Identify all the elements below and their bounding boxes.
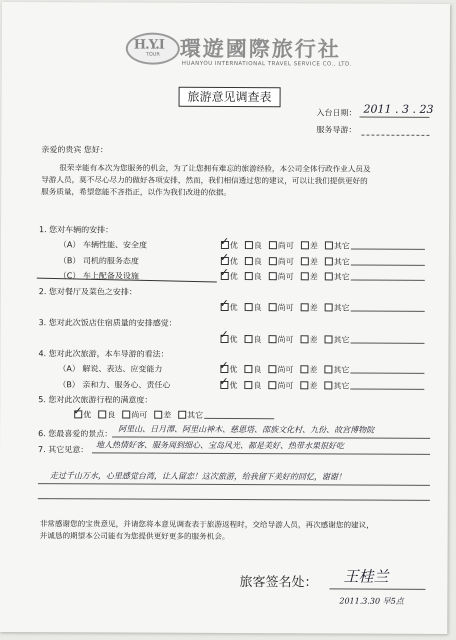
rating-option-label: 差 [163,410,172,420]
rating-option-label: 尚可 [277,241,294,251]
q4a-other-line [350,373,424,374]
company-logo [126,33,180,65]
rating-checkbox[interactable] [269,272,277,280]
q7-answer-1: 地人热情好客、服务周到细心、宝岛风光、都是美好、热带水果很好吃 [96,440,345,451]
rating-checkbox[interactable] [245,303,253,311]
question-3-label: 3. 您对此次饭店住宿质量的安排感觉： [38,318,177,328]
rating-checkbox[interactable] [301,335,309,343]
rating-checkbox[interactable] [325,335,333,343]
rating-option-label: 优 [229,240,238,251]
q1a-label: （A） 车辆性能、安全度 [58,240,147,250]
rating-option-label: 其它 [333,272,350,282]
survey-form-paper [0,2,450,634]
check-mark-q3: ✓ [219,327,229,341]
q2-rating [219,302,355,314]
rating-option-label: 差 [309,335,318,345]
rating-option-label: 其它 [187,410,204,420]
rating-option-label: 良 [253,257,262,267]
q4a-label: （A） 解说、表达、应变能力 [58,364,163,374]
rating-option-label: 其它 [333,365,350,375]
rating-checkbox[interactable] [300,381,308,389]
rating-option-label: 优 [229,271,238,282]
check-mark-q1a: ✓ [219,234,230,248]
q5-other-line [204,418,274,419]
q3-other-line [351,343,425,344]
rating-checkbox[interactable] [324,365,332,373]
q4a-rating [218,364,354,376]
rating-checkbox[interactable] [325,303,333,311]
intro-line-3: 服务质量，希望您能不吝指正，以作为我们改进的依据。 [41,187,232,198]
q7-underline-3 [38,498,430,501]
rating-option-label: 优 [229,334,238,345]
intro-line-1: 很荣幸能有本次为您服务的机会，为了让您拥有难忘的旅游经验，本公司全体行政作业人员及 [59,163,371,174]
rating-option-label: 良 [253,241,262,251]
rating-checkbox[interactable] [301,272,309,280]
question-2-label: 2. 您对餐厅及菜色之安排： [38,287,137,297]
rating-option-label: 良 [253,335,262,345]
rating-checkbox[interactable] [325,257,333,265]
rating-checkbox[interactable] [178,411,186,419]
check-mark-q5: ✓ [73,404,83,418]
rating-option-label: 良 [253,365,262,375]
q2-other-line [351,311,425,312]
rating-checkbox[interactable] [122,411,130,419]
q4b-other-line [350,389,424,390]
q7-underline-1 [92,452,430,454]
rating-option-label: 良 [253,303,262,313]
check-mark-q4a: ✓ [219,358,229,372]
rating-checkbox[interactable] [244,381,252,389]
signature-label: 旅客签名处： [239,575,318,591]
rating-option-label: 尚可 [277,381,294,391]
logo-sub: TOUR [145,51,160,58]
rating-option-label: 其它 [333,381,350,391]
rating-option-label: 尚可 [131,410,148,420]
rating-option-label: 优 [83,410,92,420]
rating-option-label: 差 [309,381,318,391]
logo-mark: H.Y.I [133,37,164,53]
rating-option-label: 差 [309,272,318,282]
q3-rating [219,334,355,346]
closing-line-1: 非常感谢您的宝贵意见，并请您将本意见调查表于旅游返程时，交给导游人员，再次感谢您的建议， [39,519,374,530]
signature-underline [329,588,425,589]
guide-underline [361,135,429,136]
intro-line-2: 导游人员，莫不尽心尽力的做好各项安排，然而，我们相信透过您的建议，可以让我们提供更好的 [41,175,368,186]
rating-checkbox[interactable] [269,335,277,343]
q4b-label: （B） 亲和力、服务心、责任心 [58,380,171,390]
rating-option-label: 差 [309,365,318,375]
rating-option-label: 优 [229,302,238,313]
date-underline [359,117,429,118]
date-value: 2011 . 3 . 23 [363,102,434,116]
rating-checkbox[interactable] [269,257,277,265]
rating-checkbox[interactable] [325,272,333,280]
check-mark-q1c: ✓ [219,265,230,279]
q4b-rating [218,380,354,392]
rating-option-label: 尚可 [277,335,294,345]
rating-option-label: 良 [253,272,262,282]
rating-option-label: 良 [107,410,116,420]
closing-line-2: 并诚恳的期望本公司能有为您提供更好更多的服务机会。 [39,531,230,541]
check-mark-q1b: ✓ [219,250,230,264]
rating-checkbox[interactable] [268,381,276,389]
signature: 王桂兰 [343,567,389,586]
rating-checkbox[interactable] [245,272,253,280]
rating-checkbox[interactable] [301,241,309,249]
rating-option-label: 优 [229,364,238,375]
rating-option-label: 尚可 [277,257,294,267]
q1b-label: （B） 司机的服务态度 [58,256,139,266]
rating-option-label: 差 [309,303,318,313]
q5-rating [72,409,208,421]
rating-checkbox[interactable] [325,241,333,249]
greeting: 亲爱的贵宾 您好： [41,145,108,155]
rating-option-label: 其它 [333,303,350,313]
check-mark-q4b: ✓ [219,374,229,388]
sign-date: 2011.3.30 早5点 [339,596,404,606]
rating-option-label: 其它 [333,241,350,251]
rating-option-label: 尚可 [277,272,294,282]
question-7-label: 7. 其它见意： [38,445,89,455]
q7-answer-2: 走过千山万水，心里感觉台湾，让人留恋！这次旅游，给我留下美好的回忆，谢谢！ [49,471,346,482]
rating-checkbox[interactable] [269,303,277,311]
guide-label: 服务导游： [316,125,357,135]
q7-underline-2 [38,483,430,486]
company-name-en: HUANYOU INTERNATIONAL TRAVEL SERVICE CO., LTD. [181,60,352,68]
rating-checkbox[interactable] [300,365,308,373]
q1c-rating [219,271,355,283]
rating-checkbox[interactable] [269,241,277,249]
q1c-other-line [351,280,425,281]
rating-checkbox[interactable] [154,411,162,419]
rating-option-label: 优 [229,380,238,391]
question-1-label: 1. 您对车辆的安排： [38,225,114,235]
rating-checkbox[interactable] [245,335,253,343]
rating-checkbox[interactable] [268,365,276,373]
rating-checkbox[interactable] [98,410,106,418]
q6-answer: 阿里山、日月潭、阿里山神木、慈恩塔、邵族文化村、九份、故宫博物院 [118,424,375,435]
question-4-label: 4. 您对此次旅游，本车导游的看法： [38,349,169,359]
rating-checkbox[interactable] [245,257,253,265]
q1b-rating [219,256,355,268]
rating-option-label: 优 [229,256,238,267]
question-6-label: 6. 您最喜爱的景点： [38,429,113,439]
check-mark-q2: ✓ [219,296,229,310]
rating-checkbox[interactable] [245,241,253,249]
date-label: 入台日期： [316,108,357,118]
question-5-label: 5. 您对此次旅游行程的满意度： [38,395,153,405]
rating-option-label: 其它 [333,335,350,345]
q1a-other-line [351,249,425,250]
rating-option-label: 尚可 [277,365,294,375]
rating-option-label: 差 [309,241,318,251]
company-name: 環遊國際旅行社 [179,36,341,62]
rating-checkbox[interactable] [244,365,252,373]
form-title: 旅游意见调查表 [179,87,281,107]
rating-option-label: 尚可 [277,303,294,313]
rating-checkbox[interactable] [301,257,309,265]
q6-underline [112,436,430,438]
rating-checkbox[interactable] [301,303,309,311]
q1c-label: （C） 车上配备及设施 [58,271,139,281]
q1a-rating [219,240,355,252]
rating-option-label: 良 [253,381,262,391]
rating-checkbox[interactable] [324,381,332,389]
q1b-other-line [351,265,425,266]
rating-option-label: 差 [309,257,318,267]
rating-option-label: 其它 [333,257,350,267]
